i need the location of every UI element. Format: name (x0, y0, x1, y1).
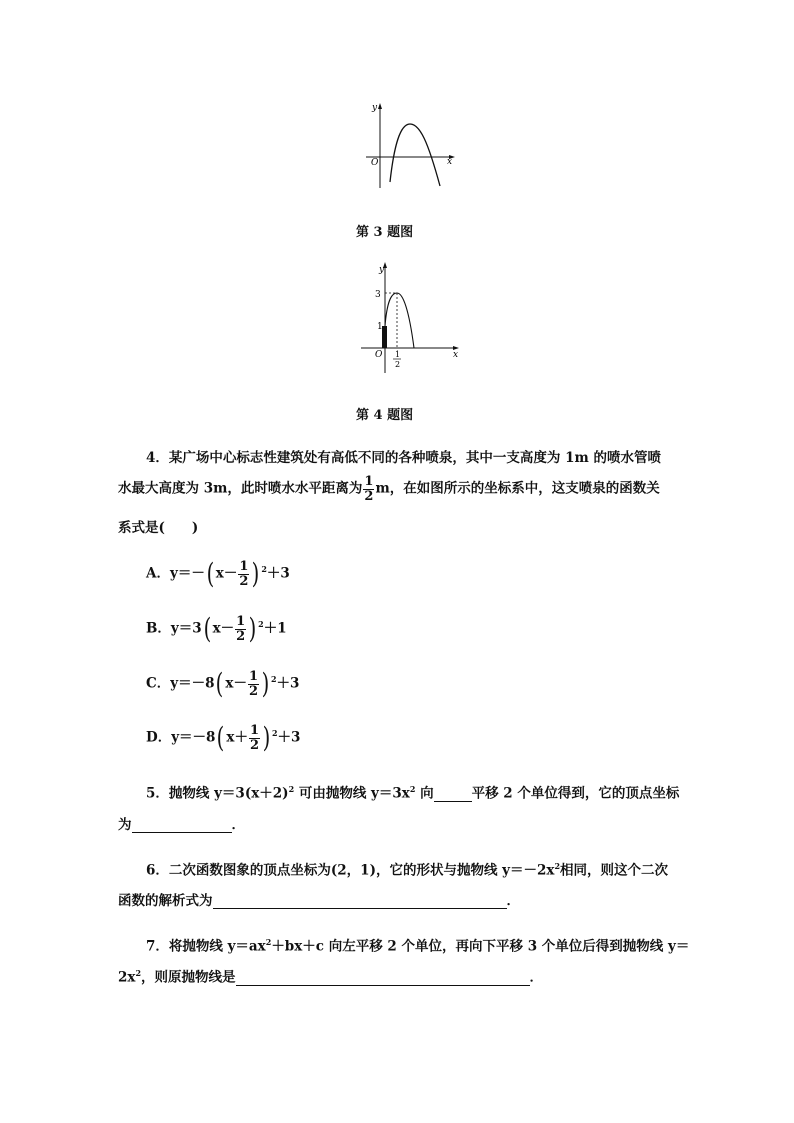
figure-3-caption: 第 3 题图 (356, 225, 414, 240)
y-label: y (372, 103, 378, 113)
q4-line3: 系式是( ) (118, 520, 199, 536)
x-label: x (453, 350, 459, 360)
q4-option-d[interactable]: D．y＝－8( x＋ $\frac{1}{2}$ ) $^2$＋3 (146, 721, 301, 755)
q6-line2: 函数的解析式为 ． (118, 893, 520, 909)
origin-label: O (371, 158, 379, 168)
q7-line1: 7．将抛物线 $y=ax^2+bx+c$ 向左平移 2 个单位，再向下平移 3 个单位后得到抛物线 y＝ (146, 937, 690, 955)
figure-4-graph (355, 258, 465, 378)
figure-4-caption: 第 4 题图 (356, 408, 414, 423)
q5-blank-direction[interactable] (434, 787, 472, 802)
figure-3-graph (360, 100, 460, 195)
q5-line2: 为 ． (118, 817, 245, 833)
q6-blank-expression[interactable] (213, 894, 507, 909)
tick-half-num: 1 (395, 350, 401, 359)
fountain-curve (385, 293, 414, 348)
parabola-curve (390, 124, 440, 186)
y-label: y (379, 265, 385, 275)
q5-blank-vertex[interactable] (132, 818, 232, 833)
water-pipe (382, 326, 387, 348)
q4-fraction: $\frac{1}{2}$ (364, 474, 374, 504)
q4-option-c[interactable]: C．y＝－8( x－ $\frac{1}{2}$ ) $^2$＋3 (146, 667, 300, 701)
q4-line1: 4．某广场中心标志性建筑处有高低不同的各种喷泉，其中一支高度为 1m 的喷水管喷 (146, 450, 661, 466)
tick-1: 1 (377, 322, 383, 332)
q4-option-a[interactable]: A．y＝－( x－ $\frac{1}{2}$ ) $^2$＋3 (146, 557, 290, 591)
q6-line1: 6．二次函数图象的顶点坐标为(2，1)，它的形状与抛物线 $y=-2x^2$相同，则这个二次 (146, 861, 669, 879)
q7-line2: $2x^2$，则原抛物线是 ． (118, 968, 544, 986)
tick-half-den: 2 (395, 360, 401, 369)
y-axis-arrow (378, 103, 382, 109)
q4-option-b[interactable]: B．y＝3( x－ $\frac{1}{2}$ ) $^2$＋1 (146, 612, 287, 646)
q4-line2: 水最大高度为 3m，此时喷水水平距离为 $\frac{1}{2}$ m，在如图所示的坐标系中，这支喷泉的函数关 (118, 474, 660, 504)
q5-line1: 5．抛物线 $y=3(x+2)^2$ 可由抛物线 $y=3x^2$ 向 平移 2 个单位得到，它的顶点坐标 (146, 784, 680, 802)
x-label: x (447, 157, 453, 167)
origin-label: O (375, 350, 383, 360)
q7-blank-original[interactable] (236, 971, 530, 986)
tick-3: 3 (375, 290, 381, 300)
